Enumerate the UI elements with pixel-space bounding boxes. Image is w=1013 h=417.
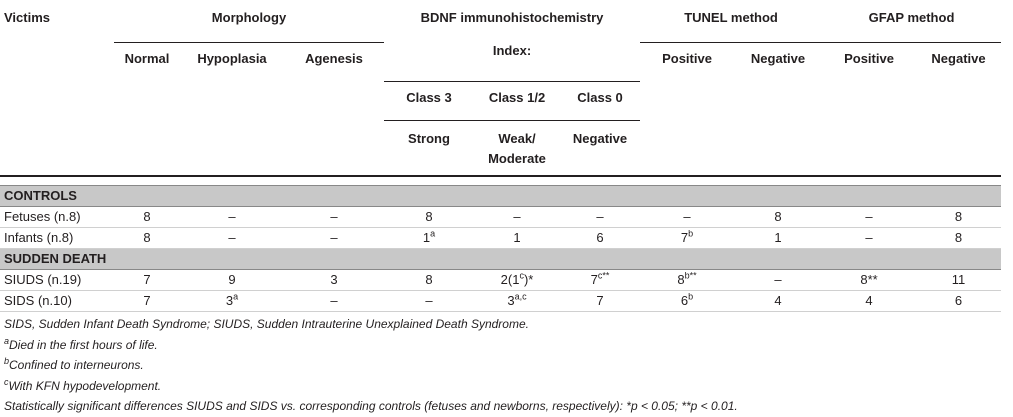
header-gfap-positive: Positive [822, 43, 916, 82]
section-controls: CONTROLS [0, 185, 1001, 206]
footnote-b: $^b$Confined to interneurons. [4, 356, 144, 372]
header-tunel-negative: Negative [734, 43, 822, 82]
header-index: Index: [492, 42, 532, 58]
header-tunel: TUNEL method [684, 10, 778, 25]
header-bdnf: BDNF immunohistochemistry [420, 10, 604, 25]
section-sudden-death: SUDDEN DEATH [0, 248, 1001, 269]
header-agenesis: Agenesis [284, 43, 384, 82]
header-tunel-positive: Positive [640, 43, 734, 82]
header-victims: Victims [4, 10, 51, 25]
header-normal: Normal [114, 43, 180, 82]
table-footnotes [4, 314, 1004, 417]
header-hypoplasia: Hypoplasia [180, 43, 284, 82]
table-row: Fetuses (n.8) 8 – – 8 – – – 8 – 8 [0, 206, 1001, 227]
header-class12: Class 1/2 [474, 81, 560, 120]
footnote-significance: Statistically significant differences SIUDS and SIDS vs. corresponding controls (fetuses and newborns, respectively): *p < 0.05; **p < 0.01. [4, 399, 738, 413]
footnote-abbrev: SIDS, Sudden Infant Death Syndrome; SIUDS, Sudden Intrauterine Unexplained Death Syndrome. [4, 317, 529, 331]
table-row: SIDS (n.10) 7 3$^a$ – – 3$^{a,c}$ 7 6$^b$ 4 4 6 [0, 290, 1001, 311]
header-gfap: GFAP method [868, 10, 955, 25]
header-class3: Class 3 [384, 81, 474, 120]
header-strong: Strong [408, 130, 450, 146]
header-gfap-negative: Negative [916, 43, 1001, 82]
footnote-a: $^a$Died in the first hours of life. [4, 335, 158, 352]
header-weak-moderate: Weak/ Moderate [488, 130, 546, 166]
table-row: SIUDS (n.19) 7 9 3 8 2(1$^c$)* $7^{c**}$ $8^{b**}$ – 8** 11 [0, 269, 1001, 290]
footnote-c: $^c$With KFN hypodevelopment. [4, 376, 162, 393]
header-class0: Class 0 [560, 81, 640, 120]
header-negative: Negative [572, 130, 628, 146]
table-row: Infants (n.8) 8 – – 1$^a$ 1 6 7$^b$ 1 – 8 [0, 227, 1001, 248]
header-morphology: Morphology [211, 10, 287, 25]
